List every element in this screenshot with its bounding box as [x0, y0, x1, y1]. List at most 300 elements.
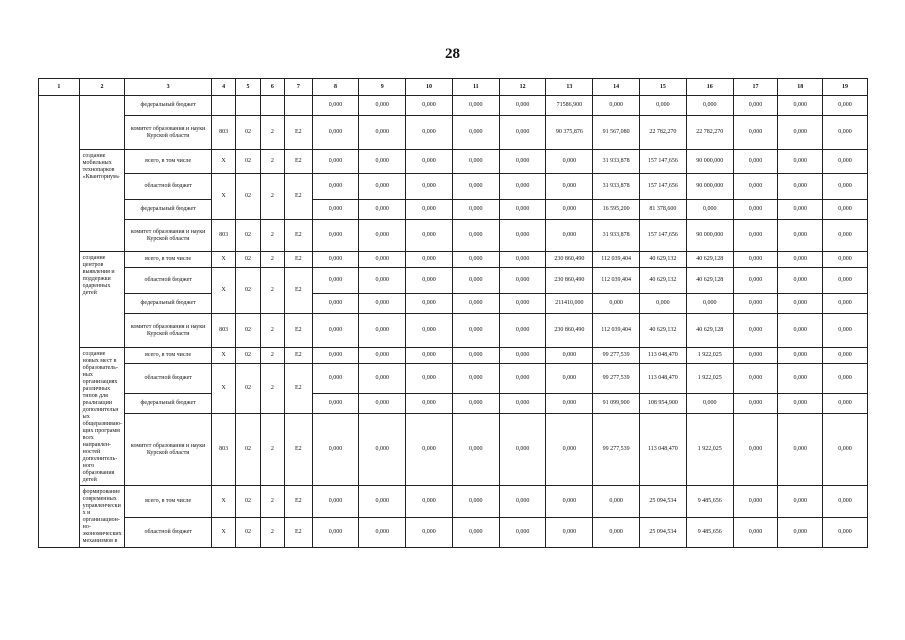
amount-cell: 99 277,539: [593, 414, 640, 486]
budget-code: X: [211, 364, 235, 414]
amount-cell: 90 000,000: [686, 174, 733, 200]
amount-cell: 0,000: [823, 96, 868, 116]
table-row: [39, 486, 868, 518]
budget-code: 2: [260, 348, 284, 364]
budget-code: 02: [236, 486, 260, 518]
budget-code: X: [211, 174, 235, 220]
amount-cell: 0,000: [686, 96, 733, 116]
amount-cell: 0,000: [499, 348, 546, 364]
amount-cell: 0,000: [593, 518, 640, 548]
amount-cell: 0,000: [406, 364, 453, 394]
budget-code: 2: [260, 314, 284, 348]
measure-label: создание мобильных технопарков «Кванториум»: [79, 150, 125, 252]
header-row: [39, 79, 868, 96]
amount-cell: 9 485,656: [686, 486, 733, 518]
amount-cell: 112 039,404: [593, 268, 640, 294]
funding-source: федеральный бюджет: [125, 294, 211, 314]
amount-cell: 1 922,025: [686, 348, 733, 364]
amount-cell: 0,000: [406, 150, 453, 174]
amount-cell: 0,000: [452, 150, 499, 174]
amount-cell: 0,000: [778, 314, 823, 348]
amount-cell: 0,000: [499, 200, 546, 220]
amount-cell: 0,000: [359, 486, 406, 518]
amount-cell: 0,000: [452, 294, 499, 314]
funding-source: областной бюджет: [125, 364, 211, 394]
amount-cell: 0,000: [733, 314, 778, 348]
budget-code: X: [211, 348, 235, 364]
amount-cell: 0,000: [312, 394, 359, 414]
budget-code: E2: [285, 348, 312, 364]
amount-cell: 0,000: [778, 414, 823, 486]
amount-cell: 0,000: [823, 394, 868, 414]
amount-cell: 0,000: [406, 268, 453, 294]
amount-cell: 113 048,470: [640, 348, 687, 364]
budget-code: 803: [211, 116, 235, 150]
column-header: 12: [499, 79, 546, 96]
budget-code: 02: [236, 116, 260, 150]
amount-cell: 0,000: [499, 268, 546, 294]
column-header: 15: [640, 79, 687, 96]
amount-cell: 0,000: [406, 294, 453, 314]
amount-cell: 0,000: [593, 294, 640, 314]
amount-cell: 0,000: [546, 394, 593, 414]
amount-cell: 0,000: [499, 220, 546, 252]
amount-cell: 112 039,404: [593, 252, 640, 268]
amount-cell: 157 147,656: [640, 150, 687, 174]
amount-cell: 0,000: [452, 314, 499, 348]
amount-cell: 0,000: [452, 268, 499, 294]
amount-cell: 0,000: [452, 174, 499, 200]
amount-cell: 0,000: [823, 348, 868, 364]
amount-cell: 0,000: [359, 96, 406, 116]
amount-cell: 0,000: [733, 518, 778, 548]
budget-code: 2: [260, 174, 284, 220]
amount-cell: 0,000: [686, 294, 733, 314]
amount-cell: 31 933,878: [593, 174, 640, 200]
budget-code: 02: [236, 364, 260, 414]
budget-code: E2: [285, 414, 312, 486]
amount-cell: 0,000: [499, 294, 546, 314]
amount-cell: 0,000: [499, 252, 546, 268]
funding-source: областной бюджет: [125, 268, 211, 294]
amount-cell: 0,000: [499, 394, 546, 414]
amount-cell: 0,000: [452, 220, 499, 252]
budget-code: X: [211, 252, 235, 268]
amount-cell: 0,000: [686, 200, 733, 220]
amount-cell: 112 039,404: [593, 314, 640, 348]
amount-cell: 0,000: [406, 116, 453, 150]
amount-cell: 0,000: [823, 518, 868, 548]
budget-code: E2: [285, 364, 312, 414]
amount-cell: 0,000: [359, 518, 406, 548]
amount-cell: 0,000: [823, 174, 868, 200]
amount-cell: 0,000: [733, 364, 778, 394]
row-group-cell: [39, 96, 80, 548]
budget-code: 02: [236, 414, 260, 486]
budget-code: 02: [236, 314, 260, 348]
amount-cell: 0,000: [359, 174, 406, 200]
column-header: 18: [778, 79, 823, 96]
amount-cell: 0,000: [359, 200, 406, 220]
amount-cell: 0,000: [733, 414, 778, 486]
budget-code: 2: [260, 518, 284, 548]
amount-cell: 0,000: [778, 364, 823, 394]
amount-cell: 0,000: [406, 200, 453, 220]
amount-cell: 0,000: [823, 116, 868, 150]
budget-code: 2: [260, 252, 284, 268]
table-row: [39, 150, 868, 174]
column-header: 7: [285, 79, 312, 96]
amount-cell: 0,000: [823, 200, 868, 220]
amount-cell: 0,000: [778, 486, 823, 518]
measure-label: создание новых мест в образователь-ных организациях различных типов для реализации дополнительных общеразвиваю-щих программ всех направлен-ностей дополнитель-ного образования детей: [79, 348, 125, 486]
amount-cell: 0,000: [499, 314, 546, 348]
budget-code: [211, 96, 235, 116]
budget-code: 2: [260, 486, 284, 518]
amount-cell: 16 595,200: [593, 200, 640, 220]
funding-source: всего, в том числе: [125, 348, 211, 364]
budget-code: 2: [260, 268, 284, 314]
amount-cell: 0,000: [823, 314, 868, 348]
amount-cell: 0,000: [778, 150, 823, 174]
amount-cell: 0,000: [546, 150, 593, 174]
amount-cell: 91 567,080: [593, 116, 640, 150]
amount-cell: 0,000: [778, 268, 823, 294]
budget-code: E2: [285, 518, 312, 548]
amount-cell: 0,000: [733, 220, 778, 252]
amount-cell: 211410,000: [546, 294, 593, 314]
amount-cell: 108 954,900: [640, 394, 687, 414]
amount-cell: 230 860,490: [546, 252, 593, 268]
amount-cell: 0,000: [778, 220, 823, 252]
amount-cell: 0,000: [823, 220, 868, 252]
funding-source: комитет образования и науки Курской области: [125, 220, 211, 252]
amount-cell: 99 277,539: [593, 348, 640, 364]
amount-cell: 0,000: [823, 252, 868, 268]
amount-cell: 0,000: [499, 414, 546, 486]
amount-cell: 0,000: [406, 486, 453, 518]
amount-cell: 0,000: [640, 96, 687, 116]
amount-cell: 0,000: [406, 348, 453, 364]
table-row: [39, 394, 868, 414]
amount-cell: 0,000: [452, 96, 499, 116]
funding-source: федеральный бюджет: [125, 394, 211, 414]
amount-cell: 0,000: [499, 96, 546, 116]
amount-cell: 0,000: [499, 174, 546, 200]
amount-cell: 0,000: [778, 518, 823, 548]
table-body: [39, 79, 868, 548]
amount-cell: 0,000: [499, 486, 546, 518]
budget-code: E2: [285, 220, 312, 252]
amount-cell: 0,000: [546, 348, 593, 364]
amount-cell: 0,000: [452, 348, 499, 364]
amount-cell: 0,000: [312, 268, 359, 294]
amount-cell: 0,000: [823, 364, 868, 394]
amount-cell: 0,000: [312, 96, 359, 116]
amount-cell: 0,000: [778, 252, 823, 268]
budget-code: 803: [211, 220, 235, 252]
amount-cell: 230 860,490: [546, 268, 593, 294]
amount-cell: 0,000: [778, 294, 823, 314]
amount-cell: 0,000: [452, 116, 499, 150]
amount-cell: 0,000: [823, 268, 868, 294]
amount-cell: 0,000: [406, 96, 453, 116]
amount-cell: 0,000: [359, 394, 406, 414]
table-row: [39, 364, 868, 394]
amount-cell: 0,000: [640, 294, 687, 314]
table-row: [39, 314, 868, 348]
amount-cell: 0,000: [733, 150, 778, 174]
amount-cell: 0,000: [359, 268, 406, 294]
budget-code: 02: [236, 150, 260, 174]
column-header: 10: [406, 79, 453, 96]
budget-code: E2: [285, 116, 312, 150]
amount-cell: 0,000: [733, 348, 778, 364]
amount-cell: 25 094,534: [640, 486, 687, 518]
amount-cell: 0,000: [312, 252, 359, 268]
table-row: [39, 294, 868, 314]
amount-cell: 22 782,270: [640, 116, 687, 150]
column-header: 14: [593, 79, 640, 96]
amount-cell: 0,000: [452, 364, 499, 394]
amount-cell: 0,000: [452, 252, 499, 268]
table-row: [39, 414, 868, 486]
column-header: 6: [260, 79, 284, 96]
funding-source: федеральный бюджет: [125, 96, 211, 116]
amount-cell: 0,000: [823, 486, 868, 518]
amount-cell: 0,000: [499, 116, 546, 150]
amount-cell: 0,000: [312, 314, 359, 348]
amount-cell: 0,000: [499, 518, 546, 548]
amount-cell: 157 147,656: [640, 174, 687, 200]
amount-cell: 0,000: [778, 96, 823, 116]
column-header: 8: [312, 79, 359, 96]
amount-cell: 22 782,270: [686, 116, 733, 150]
amount-cell: 90 000,000: [686, 220, 733, 252]
amount-cell: 0,000: [499, 150, 546, 174]
budget-code: 803: [211, 414, 235, 486]
table-row: [39, 268, 868, 294]
budget-code: E2: [285, 150, 312, 174]
amount-cell: 0,000: [546, 364, 593, 394]
column-header: 11: [452, 79, 499, 96]
budget-code: E2: [285, 174, 312, 220]
amount-cell: 0,000: [733, 394, 778, 414]
funding-source: комитет образования и науки Курской области: [125, 414, 211, 486]
amount-cell: 0,000: [312, 294, 359, 314]
amount-cell: 0,000: [359, 364, 406, 394]
amount-cell: 0,000: [733, 294, 778, 314]
amount-cell: 0,000: [452, 200, 499, 220]
amount-cell: 0,000: [406, 174, 453, 200]
amount-cell: 0,000: [359, 220, 406, 252]
amount-cell: 0,000: [778, 394, 823, 414]
amount-cell: 1 922,025: [686, 364, 733, 394]
amount-cell: 0,000: [733, 268, 778, 294]
amount-cell: 0,000: [406, 394, 453, 414]
amount-cell: 0,000: [312, 486, 359, 518]
amount-cell: 25 094,534: [640, 518, 687, 548]
amount-cell: 0,000: [312, 348, 359, 364]
amount-cell: 0,000: [406, 220, 453, 252]
amount-cell: 0,000: [546, 518, 593, 548]
budget-code: 803: [211, 314, 235, 348]
column-header: 19: [823, 79, 868, 96]
budget-code: 2: [260, 150, 284, 174]
table-row: [39, 518, 868, 548]
budget-code: 02: [236, 174, 260, 220]
budget-code: 02: [236, 252, 260, 268]
amount-cell: 0,000: [546, 220, 593, 252]
budget-code: X: [211, 518, 235, 548]
amount-cell: 31 933,878: [593, 220, 640, 252]
amount-cell: 40 629,132: [640, 252, 687, 268]
amount-cell: 71586,900: [546, 96, 593, 116]
funding-source: комитет образования и науки Курской области: [125, 116, 211, 150]
budget-code: E2: [285, 268, 312, 314]
amount-cell: 0,000: [406, 518, 453, 548]
amount-cell: 0,000: [823, 414, 868, 486]
budget-code: E2: [285, 314, 312, 348]
amount-cell: 90 000,000: [686, 150, 733, 174]
amount-cell: 31 933,878: [593, 150, 640, 174]
column-header: 17: [733, 79, 778, 96]
budget-code: 2: [260, 414, 284, 486]
table-row: [39, 174, 868, 200]
column-header: 1: [39, 79, 80, 96]
budget-code: 02: [236, 220, 260, 252]
measure-label: [79, 96, 125, 150]
amount-cell: 0,000: [593, 486, 640, 518]
amount-cell: 0,000: [823, 294, 868, 314]
funding-source: областной бюджет: [125, 174, 211, 200]
amount-cell: 40 629,128: [686, 268, 733, 294]
amount-cell: 1 922,025: [686, 414, 733, 486]
amount-cell: 0,000: [686, 394, 733, 414]
amount-cell: 157 147,656: [640, 220, 687, 252]
column-header: 4: [211, 79, 235, 96]
amount-cell: 0,000: [312, 174, 359, 200]
amount-cell: 40 629,132: [640, 268, 687, 294]
amount-cell: 230 860,490: [546, 314, 593, 348]
amount-cell: 40 629,128: [686, 252, 733, 268]
table-row: [39, 220, 868, 252]
amount-cell: 99 277,539: [593, 364, 640, 394]
amount-cell: 0,000: [312, 150, 359, 174]
amount-cell: 91 099,900: [593, 394, 640, 414]
budget-code: 2: [260, 220, 284, 252]
amount-cell: 0,000: [499, 364, 546, 394]
budget-table: [38, 78, 868, 548]
funding-source: всего, в том числе: [125, 486, 211, 518]
table-row: [39, 96, 868, 116]
budget-code: X: [211, 150, 235, 174]
measure-label: формирование современных управленческих и организацион-но-экономических механизмов в: [79, 486, 125, 548]
amount-cell: 0,000: [733, 200, 778, 220]
budget-code: 02: [236, 268, 260, 314]
amount-cell: 0,000: [733, 252, 778, 268]
amount-cell: 113 048,470: [640, 364, 687, 394]
column-header: 3: [125, 79, 211, 96]
amount-cell: 0,000: [312, 220, 359, 252]
measure-label: создание центров выявления и поддержки одаренных детей: [79, 252, 125, 348]
amount-cell: 0,000: [778, 116, 823, 150]
amount-cell: 0,000: [546, 486, 593, 518]
amount-cell: 0,000: [359, 414, 406, 486]
amount-cell: 0,000: [312, 116, 359, 150]
amount-cell: 0,000: [406, 414, 453, 486]
budget-code: [260, 96, 284, 116]
funding-source: всего, в том числе: [125, 252, 211, 268]
amount-cell: 0,000: [359, 116, 406, 150]
amount-cell: 0,000: [778, 174, 823, 200]
budget-code: E2: [285, 486, 312, 518]
amount-cell: 0,000: [778, 348, 823, 364]
amount-cell: 0,000: [359, 294, 406, 314]
amount-cell: 40 629,132: [640, 314, 687, 348]
amount-cell: 0,000: [452, 394, 499, 414]
amount-cell: 9 485,656: [686, 518, 733, 548]
column-header: 16: [686, 79, 733, 96]
budget-code: X: [211, 268, 235, 314]
funding-source: областной бюджет: [125, 518, 211, 548]
amount-cell: 0,000: [546, 174, 593, 200]
amount-cell: 0,000: [359, 150, 406, 174]
amount-cell: 0,000: [312, 364, 359, 394]
amount-cell: 90 375,876: [546, 116, 593, 150]
amount-cell: 0,000: [312, 200, 359, 220]
page-number: 28: [445, 46, 460, 62]
budget-code: 2: [260, 116, 284, 150]
amount-cell: 0,000: [312, 414, 359, 486]
funding-source: комитет образования и науки Курской области: [125, 314, 211, 348]
amount-cell: 0,000: [452, 518, 499, 548]
budget-code: [236, 96, 260, 116]
column-header: 13: [546, 79, 593, 96]
amount-cell: 0,000: [452, 414, 499, 486]
amount-cell: 0,000: [359, 314, 406, 348]
budget-code: E2: [285, 252, 312, 268]
budget-code: 2: [260, 364, 284, 414]
amount-cell: 0,000: [733, 96, 778, 116]
amount-cell: 0,000: [452, 486, 499, 518]
table-row: [39, 116, 868, 150]
funding-source: федеральный бюджет: [125, 200, 211, 220]
column-header: 5: [236, 79, 260, 96]
amount-cell: 0,000: [546, 200, 593, 220]
budget-code: 02: [236, 348, 260, 364]
budget-code: [285, 96, 312, 116]
amount-cell: 0,000: [406, 314, 453, 348]
amount-cell: 40 629,128: [686, 314, 733, 348]
amount-cell: 0,000: [778, 200, 823, 220]
amount-cell: 0,000: [733, 174, 778, 200]
funding-source: всего, в том числе: [125, 150, 211, 174]
table-row: [39, 348, 868, 364]
budget-code: 02: [236, 518, 260, 548]
amount-cell: 0,000: [546, 414, 593, 486]
table-row: [39, 252, 868, 268]
budget-code: X: [211, 486, 235, 518]
amount-cell: 0,000: [593, 96, 640, 116]
amount-cell: 0,000: [359, 348, 406, 364]
amount-cell: 0,000: [312, 518, 359, 548]
amount-cell: 0,000: [823, 150, 868, 174]
table-row: [39, 200, 868, 220]
amount-cell: 0,000: [733, 486, 778, 518]
amount-cell: 0,000: [406, 252, 453, 268]
column-header: 9: [359, 79, 406, 96]
